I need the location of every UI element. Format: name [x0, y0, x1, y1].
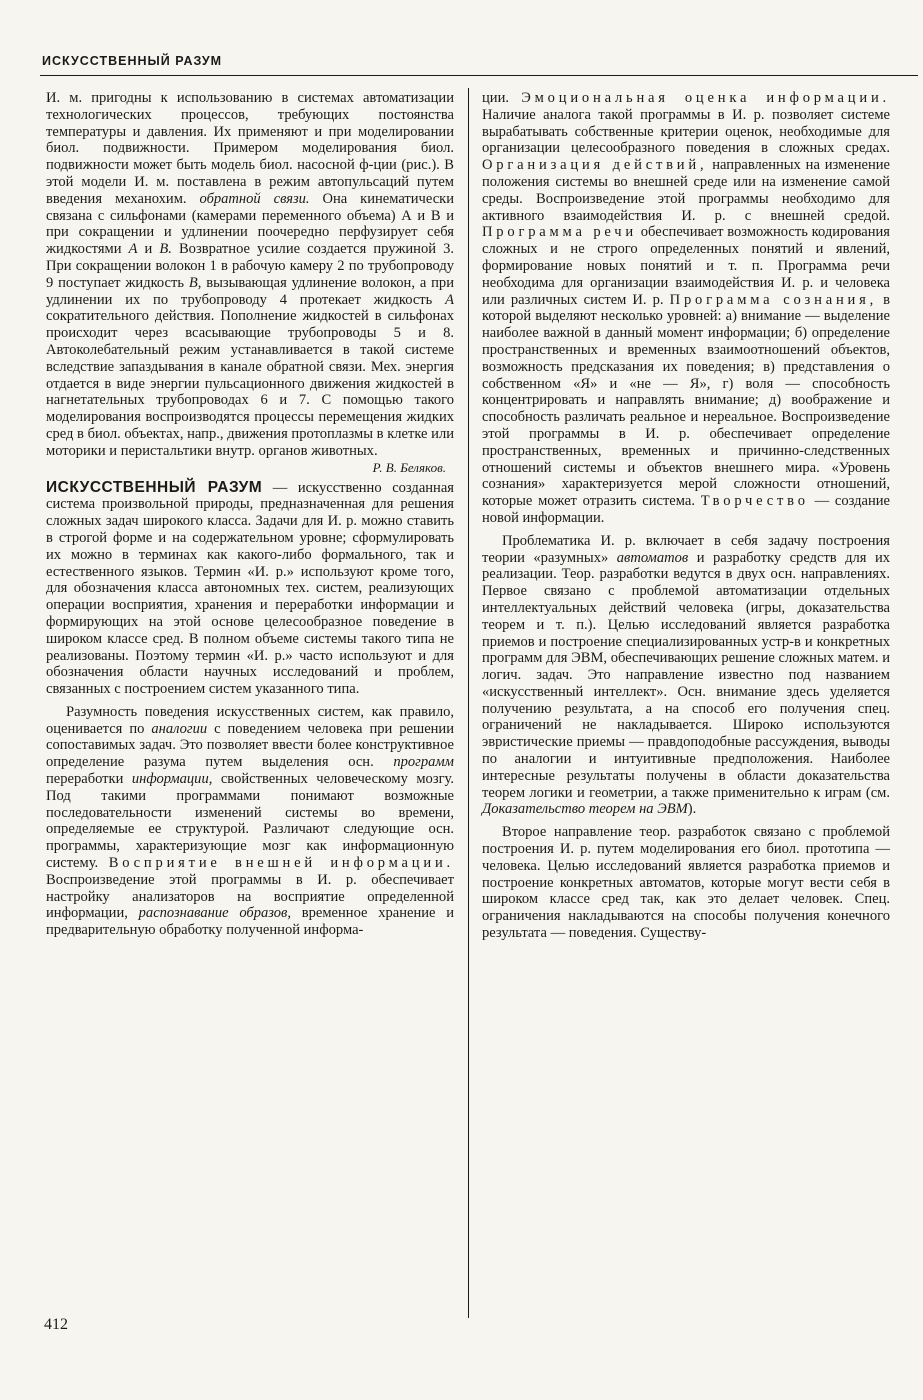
author-signature: Р. В. Беляков. [372, 459, 446, 475]
left-column [46, 90, 454, 939]
page-number: 412 [44, 1316, 68, 1333]
header-rule [40, 75, 918, 76]
running-head: ИСКУССТВЕННЫЙ РАЗУМ [42, 54, 223, 68]
right-paragraph-2: Проблематика И. р. включает в себя задачу построения теории «разумных» автоматов и разработку средств для их реализации. Теор. разработки ведутся в двух осн. направлениях. Первое связано с проблемой автоматизации отдельных интеллектуальных действий человека (игры, доказательства теорем и т. п.). Целью исследований является разработка приемов и построение специализированных устр-в и конкретных программ для ЭВМ, обеспечивающих решение сложных матем. и логич. задач. Это направление известно под названием «искусственный интеллект». Осн. внимание здесь уделяется получению результата, а на способ его получения спец. ограничений не накладывается. Широко используются эвристические приемы — правдоподобные рассуждения, выводы по аналогии и интуитивные предположения. Наиболее интересные результаты получены в области доказательства теорем логики и геометрии, а также применительно к играм (см. Доказательство теорем на ЭВМ). [482, 532, 891, 818]
column-divider [468, 88, 469, 1318]
right-paragraph-3: Второе направление теор. разработок связано с проблемой построения И. р. путем моделирования его биол. прототипа — человека. Целью исследований является разработка приемов и построение конкретных автоматов, которые могут вести себя в широком классе сред так, как это делает человек. Спец. ограничения накладываются на способы получения конечного результата — поведения. Существу- [482, 824, 890, 942]
right-paragraph-1: ции. Эмоциональная оценка информации. Наличие аналога такой программы в И. р. позволяет системе вырабатывать собственные критерии оценок, необходимые для организации целесообразного поведения в сложных средах. Организация действий, направленных на изменение положения системы во внешней среде или на изменение самой среды. Воспроизведение этой программы необходимо для активного взаимодействия И. р. с внешней средой. Программа речи обеспечивает возможность кодирования сложных и не строго определенных понятий и явлений, формирование новых понятий и т. п. Программа речи необходима для организации взаимодействия И. р. и человека или различных систем И. р. Программа сознания, в которой выделяют несколько уровней: а) внимание — выделение наиболее важной в данный момент информации; б) определение пространственных и временных взаимоотношений объектов, возможность предсказания их поведения; в) представления о собственном «Я» и «не — Я», г) воля — способность концентрировать и направлять внимание; д) воображение и способность различать реальное и нереальное. Воспроизведение этой программы в И. р. обеспечивает определение пространственных, временных и причинно-следственных отношений системы и объектов внешнего мира. «Уровень сознания» характеризуется мерой сложности отношений, которые может отразить система. Творчество — создание новой информации. [482, 90, 890, 526]
entry-paragraph-definition: ИСКУССТВЕННЫЙ РАЗУМ — искусственно созданная система произвольной природы, предназначенная для решения сложных задач широкого класса. Задачи для И. р. можно ставить в строгой форме и на содержательном уровне; сформулировать их можно в терминах как какого-либо формального, так и естественного языков. Термин «И. р.» используют кроме того, для обозначения класса автономных тех. систем, реализующих операции восприятия, хранения и переработки информации и формирующих на этой основе целесообразное поведение в широком классе сред. В полном объеме системы такого типа не реализованы. Поэтому термин «И. р.» часто используют и для обозначения области научных исследований и проблем, связанных с построением систем указанного типа. [46, 478, 454, 698]
left-paragraph-3: Разумность поведения искусственных систем, как правило, оценивается по аналогии с поведением человека при решении сопоставимых задач. Это позволяет ввести более конструктивное определение разума путем выделения осн. программ переработки информации, свойственных человеческому мозгу. Под такими программами понимают возможные последовательности изменений системы во времени, определяемые ее структурой. Различают следующие осн. программы, характеризующие мозг как информационную систему. Восприятие внешней информации. Воспроизведение этой программы в И. р. обеспечивает настройку анализаторов на восприятие определенной информации, распознавание образов, временное хранение и предварительную обработку полученной информа- [46, 703, 455, 939]
left-paragraph-1: И. м. пригодны к использованию в системах автоматизации технологических процессов, требующих постоянства температуры и давления. Их применяют и при моделировании биол. подвижности. Примером моделирования биол. подвижности может быть модель биол. насосной ф-ции (рис.). В этой модели И. м. поставлена в режим автопульсаций путем введения механохим. обратной связи. Она кинематически связана с сильфонами (камерами переменного объема) А и В и при сокращении и удлинении поочередно перфузирует себя жидкостями А и В. Возвратное усилие создается пружиной 3. При сокращении волокон 1 в рабочую камеру 2 по трубопроводу 9 поступает жидкость В, вызывающая удлинение волокон, а при удлинении их по трубопроводу 4 протекает жидкость А сократительного действия. Пополнение жидкостей в сильфонах происходит через всасывающие трубопроводы 5 и 8. Автоколебательный режим устанавливается в такой системе вследствие запаздывания в канале обратной связи. Мех. энергия отдается в виде энергии пульсационного движения жидкостей в нагнетательных трубопроводах 6 и 7. С помощью такого моделирования воспроизводятся процессы перемещения жидких сред в биол. объектах, напр., движения протоплазмы в клетке или моторики и перистальтики внутр. органов животных. [46, 90, 454, 459]
entry-headword: ИСКУССТВЕННЫЙ РАЗУМ [46, 478, 263, 496]
right-column [482, 90, 890, 942]
